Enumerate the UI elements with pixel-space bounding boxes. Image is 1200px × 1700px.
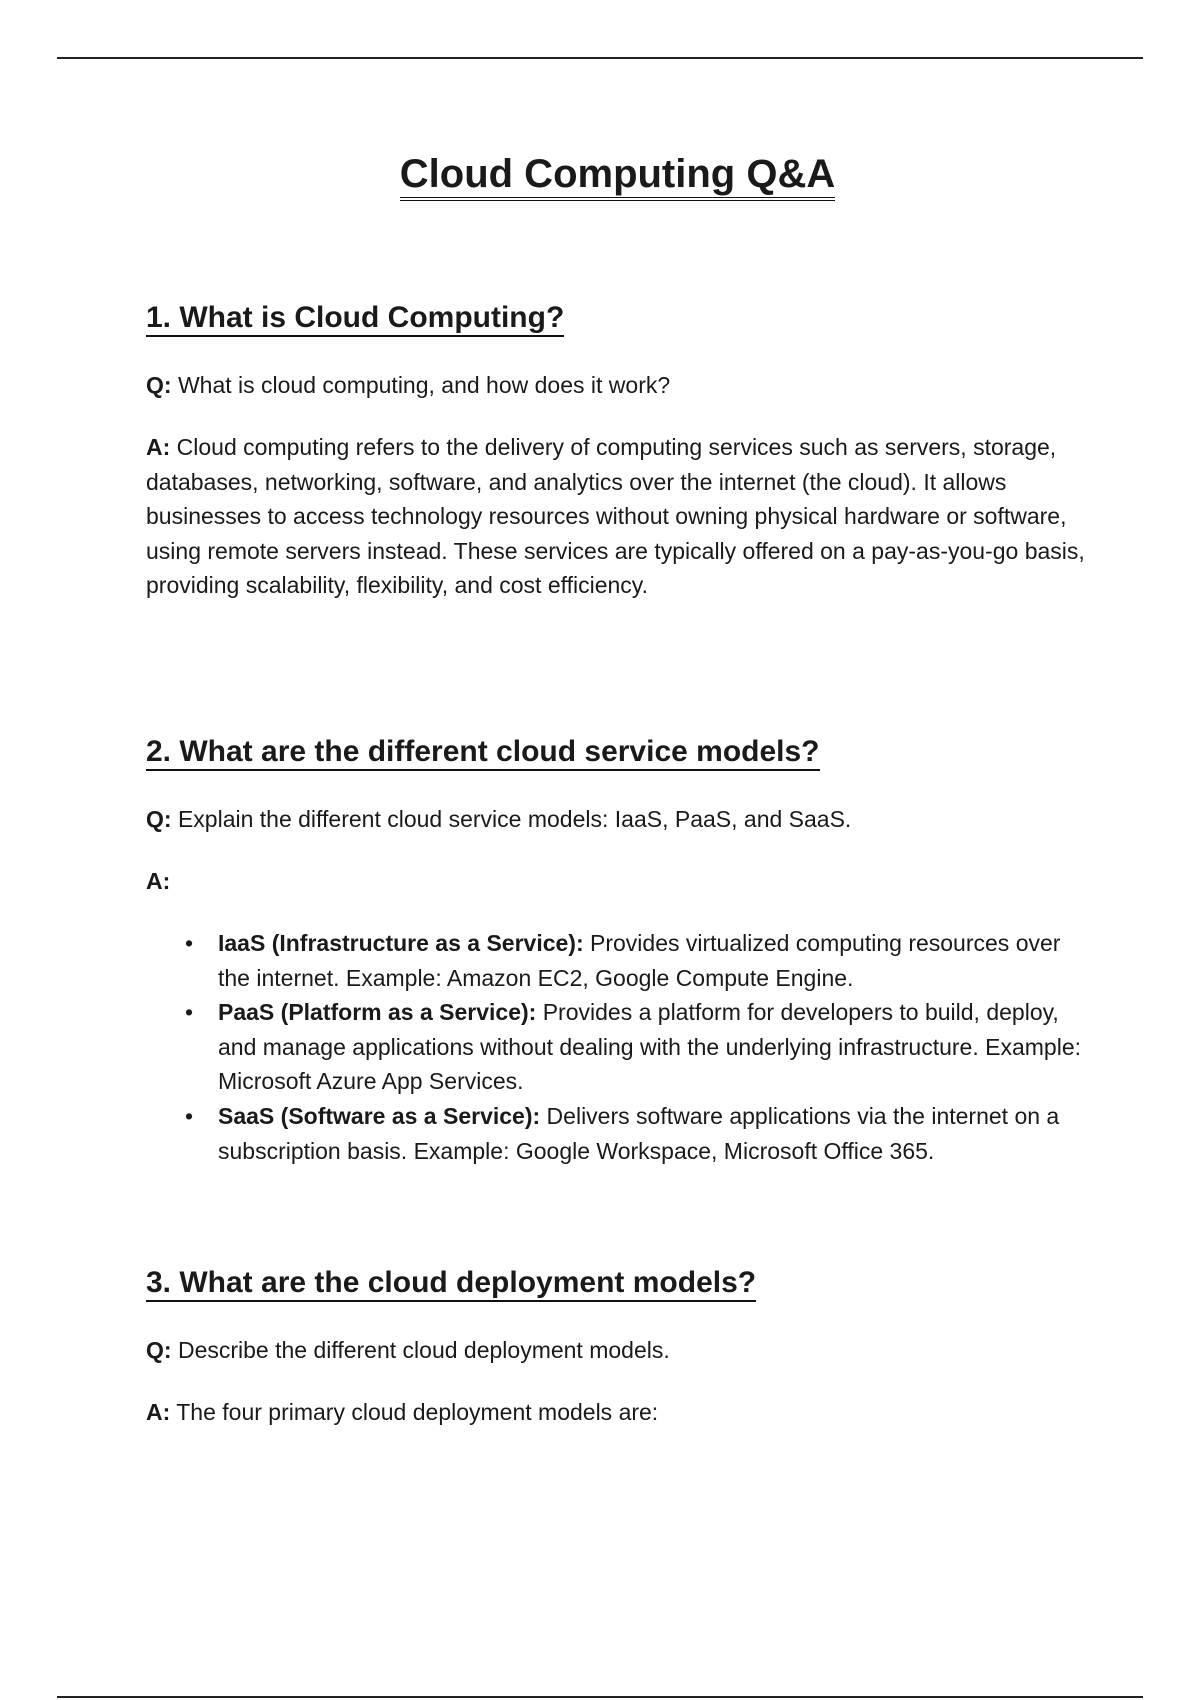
section-3-question bbox=[146, 1333, 1091, 1368]
question-label: Q: bbox=[146, 806, 172, 832]
section-2-heading-text: 2. What are the different cloud service models? bbox=[146, 735, 820, 771]
document-title bbox=[0, 148, 1200, 201]
question-text: Describe the different cloud deployment models. bbox=[171, 1337, 670, 1363]
bullet-icon: • bbox=[184, 930, 194, 956]
section-1-heading bbox=[146, 298, 564, 338]
page-bottom-rule bbox=[57, 1696, 1143, 1698]
answer-label: A: bbox=[146, 1399, 171, 1425]
document-title-text: Cloud Computing Q&A bbox=[400, 152, 835, 201]
section-2-answer bbox=[146, 864, 1091, 899]
question-label: Q: bbox=[146, 372, 172, 398]
section-2-heading bbox=[146, 732, 820, 772]
question-text: Explain the different cloud service models: IaaS, PaaS, and SaaS. bbox=[171, 806, 852, 832]
section-1-heading-text: 1. What is Cloud Computing? bbox=[146, 301, 564, 337]
list-item-text: Provides virtualized computing resources over the internet. Example: Amazon EC2, Google Compute Engine. bbox=[218, 930, 1061, 991]
section-3-answer bbox=[146, 1395, 1091, 1430]
service-models-list bbox=[146, 926, 1091, 1168]
list-item-text: Delivers software applications via the internet on a subscription basis. Example: Google Workspace, Microsoft Office 365. bbox=[218, 1102, 1060, 1164]
list-item-term: PaaS (Platform as a Service): bbox=[218, 999, 537, 1026]
question-label: Q: bbox=[146, 1337, 172, 1363]
list-item-paas bbox=[146, 995, 1091, 1099]
question-text: What is cloud computing, and how does it work? bbox=[171, 372, 671, 398]
list-item-term: SaaS (Software as a Service): bbox=[218, 1102, 541, 1129]
bullet-icon: • bbox=[184, 1102, 194, 1129]
list-item-text: Provides a platform for developers to build, deploy, and manage applications without dealing with the underlying infrastructure. Example: Microsoft Azure App Services. bbox=[218, 999, 1082, 1095]
section-1-question bbox=[146, 368, 1091, 403]
list-item-term: IaaS (Infrastructure as a Service): bbox=[218, 930, 584, 956]
answer-label: A: bbox=[146, 868, 171, 894]
answer-text: The four primary cloud deployment models are: bbox=[170, 1399, 659, 1425]
answer-text: Cloud computing refers to the delivery of computing services such as servers, storage, databases, networking, software, and analytics over the internet (the cloud). It allows businesses to access technology resources without owning physical hardware or software, using remote servers instead. These services are typically offered on a pay-as-you-go basis, providing scalability, flexibility, and cost efficiency. bbox=[146, 434, 1085, 599]
section-3-heading bbox=[146, 1263, 756, 1303]
page-top-rule bbox=[57, 57, 1143, 59]
list-item-saas bbox=[146, 1099, 1091, 1168]
section-3-heading-text: 3. What are the cloud deployment models? bbox=[146, 1266, 756, 1302]
section-2-question bbox=[146, 802, 1091, 837]
answer-label: A: bbox=[146, 434, 171, 460]
section-1-answer bbox=[146, 430, 1091, 603]
list-item-iaas bbox=[146, 926, 1091, 995]
bullet-icon: • bbox=[184, 999, 194, 1026]
